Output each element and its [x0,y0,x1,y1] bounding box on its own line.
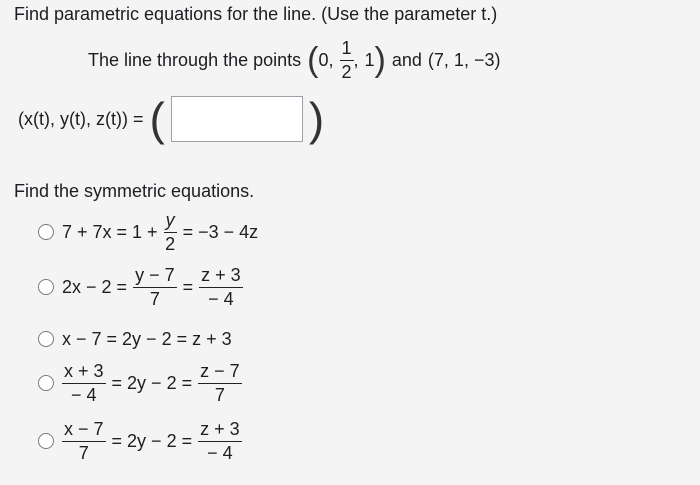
option-3[interactable] [38,326,232,352]
point1-x: 0, [318,49,334,70]
option-4-frac2-den: 7 [214,384,225,405]
parametric-answer-input[interactable] [171,96,303,142]
and-text: and [391,49,422,70]
option-2-lhs: 2x − 2 = [62,276,128,297]
point1-y-numerator: 1 [340,38,354,61]
option-1-lhs: 7 + 7x = 1 + [62,221,158,242]
option-5-frac2-den: − 4 [207,442,233,463]
question-prompt: Find parametric equations for the line. (Use the parameter t.) [14,4,498,24]
option-5-fraction-2 [198,419,242,463]
radio-option-5[interactable] [38,433,54,449]
param-label: (x(t), y(t), z(t)) = [18,108,144,129]
left-paren: ( [307,41,319,79]
answer-right-paren: ) [308,93,325,145]
point1-y-denominator: 2 [341,61,352,82]
option-5-mid: = 2y − 2 = [111,430,193,451]
radio-option-3[interactable] [38,331,54,347]
option-4[interactable] [38,360,242,406]
right-paren: ) [374,41,386,79]
point1-z: 1 [364,49,375,70]
radio-option-4[interactable] [38,375,54,391]
option-4-fraction-1 [62,361,106,405]
radio-option-2[interactable] [38,279,54,295]
line-description: The line through the points ( 0, $\frac{1}{2}$ , 1 ) and (7, 1, −3) [88,37,501,82]
answer-left-paren: ( [149,93,165,145]
radio-option-1[interactable] [38,224,54,240]
option-1-rhs: = −3 − 4z [182,221,259,242]
option-4-frac1-num: x + 3 [62,361,106,384]
parametric-answer-row [18,92,324,146]
point1-y-fraction [340,38,354,82]
option-4-frac1-den: − 4 [71,384,97,405]
option-2-frac1-num: y − 7 [133,265,177,288]
option-2-fraction-1 [133,265,177,309]
option-2-fraction-2 [199,265,243,309]
option-1-frac-num: y [164,210,177,233]
option-1-frac-den: 2 [165,233,176,254]
option-1[interactable] [38,210,258,254]
option-4-frac2-num: z − 7 [198,361,242,384]
option-3-text: x − 7 = 2y − 2 = z + 3 [62,328,232,349]
option-2-frac2-num: z + 3 [199,265,243,288]
option-5-frac1-den: 7 [78,442,89,463]
line-text-prefix: The line through the points [88,49,302,70]
option-2-frac1-den: 7 [149,288,160,309]
symmetric-prompt: Find the symmetric equations. [14,181,255,201]
option-5[interactable] [38,418,242,464]
option-4-mid: = 2y − 2 = [111,372,193,393]
option-4-fraction-2 [198,361,242,405]
option-5-frac2-num: z + 3 [198,419,242,442]
option-1-fraction [164,210,177,254]
option-2[interactable] [38,264,243,310]
option-2-mid: = [182,276,194,297]
option-5-fraction-1 [62,419,106,463]
option-5-frac1-num: x − 7 [62,419,106,442]
option-2-frac2-den: − 4 [208,288,234,309]
point2: (7, 1, −3) [427,49,501,70]
